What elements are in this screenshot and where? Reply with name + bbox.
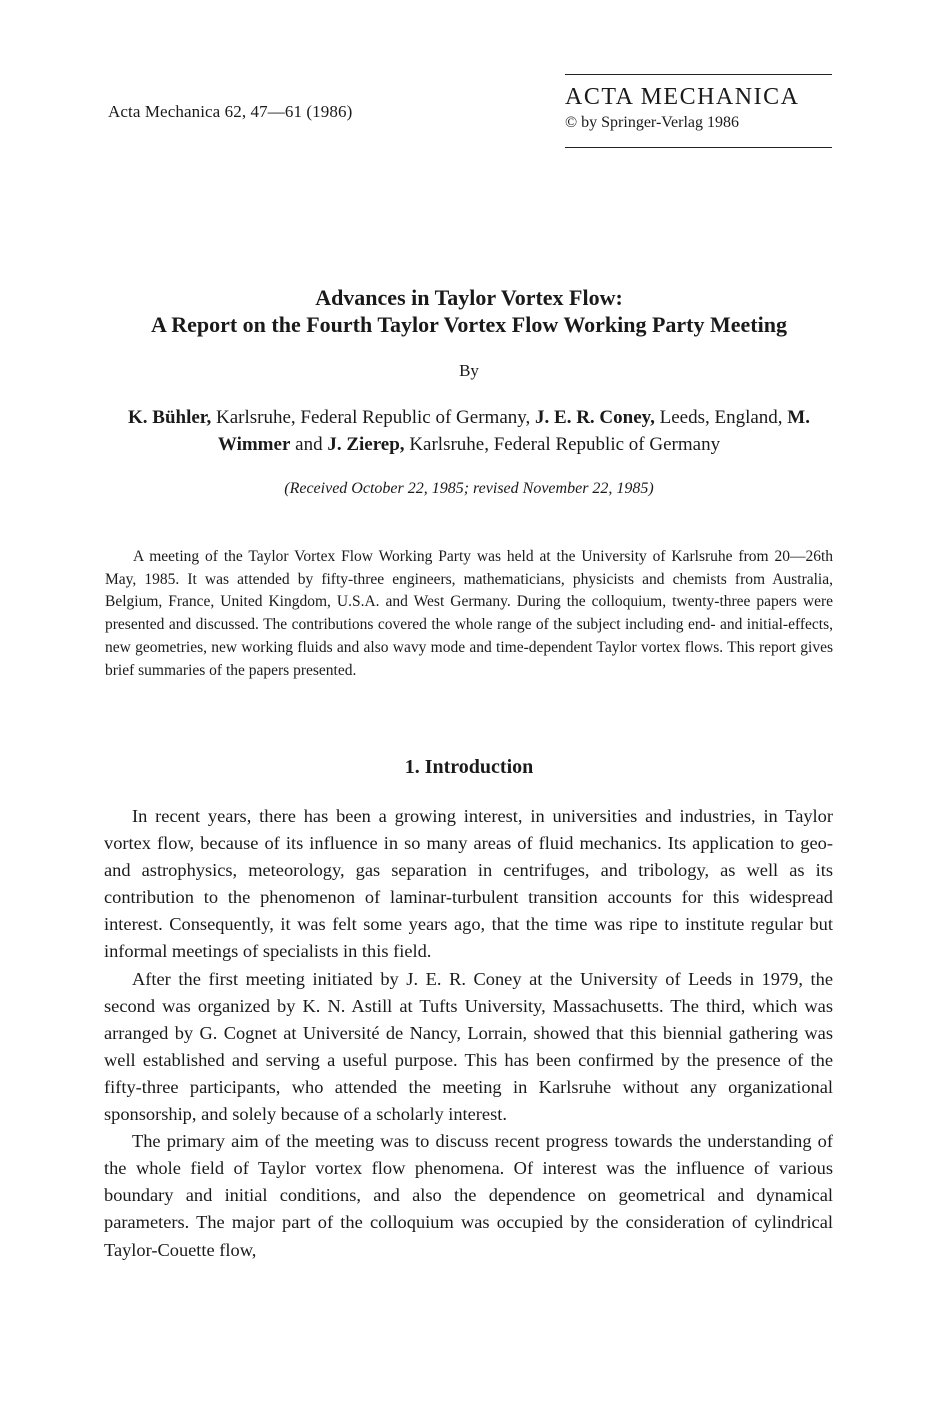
body-paragraph: In recent years, there has been a growing interest, in universities and industries, in Taylor vortex flow, because of its influence in so many areas of fluid mechanics. Its application to geo- and astrophysics, meteorology, gas separation in centrifuges, and tribology, as well as its contribution to the phenomenon of laminar-turbulent transition accounts for this widespread interest. Consequently, it was felt some years ago, that the time was ripe to institute regular but informal meetings of specialists in this field. <box>104 806 833 962</box>
author-name: J. Zierep, <box>327 434 405 455</box>
journal-reference: Acta Mechanica 62, 47—61 (1986) <box>108 102 353 121</box>
author-conjunction: and <box>290 434 328 455</box>
author-affiliation: Karlsruhe, Federal Republic of Germany <box>404 434 721 455</box>
abstract: A meeting of the Taylor Vortex Flow Working Party was held at the University of Karlsruhe from 20—26th May, 1985. It was attended by fifty-three engineers, mathematicians, physicists and chemists from Australia, Belgium, France, United Kingdom, U.S.A. and West Germany. During the colloquium, twenty-three papers were presented and discussed. The contributions covered the whole range of the subject including end- and initial-effects, new geometries, new working fluids and also wavy mode and time-dependent Taylor vortex flows. This report gives brief summaries of the papers presented. <box>105 548 833 679</box>
author-name: J. E. R. Coney, <box>535 407 655 428</box>
author-affiliation: Karlsruhe, Federal Republic of Germany, <box>211 407 536 428</box>
author-name: M. Wimmer <box>217 407 810 455</box>
section-heading: 1. Introduction <box>404 756 534 778</box>
title-line-2: A Report on the Fourth Taylor Vortex Flow Working Party Meeting <box>151 312 787 337</box>
title-line-1: Advances in Taylor Vortex Flow: <box>315 285 623 310</box>
masthead-title: ACTA MECHANICA <box>565 84 800 110</box>
author-affiliation: Leeds, England, <box>654 407 788 428</box>
section-body <box>104 803 833 1264</box>
received-dates: (Received October 22, 1985; revised November 22, 1985) <box>284 480 654 497</box>
masthead-copyright: © by Springer-Verlag 1986 <box>565 114 740 131</box>
body-paragraph: The primary aim of the meeting was to discuss recent progress towards the understanding of the whole field of Taylor vortex flow phenomena. Of interest was the influence of various boundary and initial conditions, and also the dependence on geometrical and dynamical parameters. The major part of the colloquium was occupied by the consideration of cylindrical Taylor-Couette flow, <box>104 1131 833 1260</box>
article-title <box>60 284 878 338</box>
author-name: K. Bühler, <box>128 407 212 428</box>
body-paragraph: After the first meeting initiated by J. E. R. Coney at the University of Leeds in 1979, the second was organized by K. N. Astill at Tufts University, Massachusetts. The third, which was arranged by G. Cognet at Université de Nancy, Lorrain, showed that this biennial gathering was well established and serving a useful purpose. This has been confirmed by the presence of the fifty-three participants, who attended the meeting in Karlsruhe without any organizational sponsorship, and solely because of a scholarly interest. <box>104 968 833 1125</box>
author-list <box>104 404 834 458</box>
by-line: By <box>459 361 479 380</box>
journal-masthead <box>565 74 832 148</box>
